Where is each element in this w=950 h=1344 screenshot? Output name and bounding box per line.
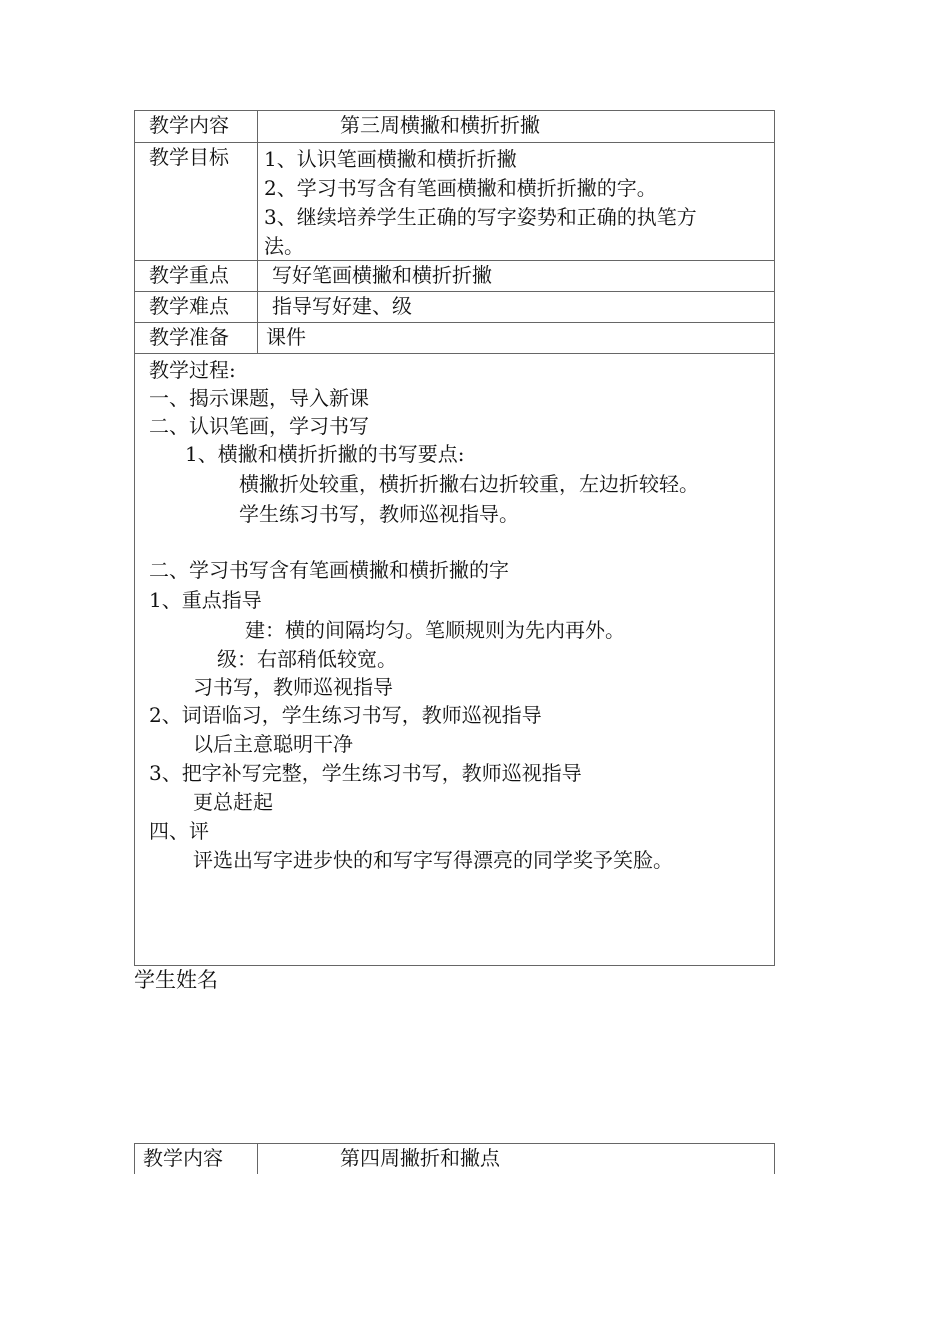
process-heading: 教学过程: bbox=[149, 358, 236, 382]
goal-line: 2、学习书写含有笔画横撇和横折折撇的字。 bbox=[264, 176, 657, 200]
preparation-row bbox=[135, 323, 774, 354]
preparation-value: 课件 bbox=[266, 325, 306, 349]
lesson-plan-table-week3 bbox=[134, 110, 775, 966]
key-point-row bbox=[135, 261, 774, 292]
process-line: 习书写，教师巡视指导 bbox=[193, 675, 393, 699]
process-line: 评选出写字进步快的和写字写得漂亮的同学奖予笑脸。 bbox=[193, 848, 673, 872]
content-row bbox=[135, 1144, 774, 1174]
process-line: 更总赶起 bbox=[193, 790, 273, 814]
difficulty-row bbox=[135, 292, 774, 323]
key-point-label: 教学重点 bbox=[135, 261, 258, 291]
key-point-value: 写好笔画横撇和横折折撇 bbox=[272, 263, 492, 287]
content-value: 第三周横撇和横折折撇 bbox=[340, 113, 540, 137]
process-line: 2、词语临习，学生练习书写，教师巡视指导 bbox=[149, 703, 542, 727]
process-line: 二、学习书写含有笔画横撇和横折撇的字 bbox=[149, 558, 509, 582]
difficulty-value: 指导写好建、级 bbox=[272, 294, 412, 318]
goal-label: 教学目标 bbox=[135, 143, 258, 260]
process-line: 1、横撇和横折折撇的书写要点: bbox=[185, 442, 465, 466]
goal-line: 1、认识笔画横撇和横折折撇 bbox=[264, 147, 517, 171]
content-label: 教学内容 bbox=[135, 1144, 258, 1174]
content-row bbox=[135, 111, 774, 143]
lesson-plan-table-week4 bbox=[134, 1143, 775, 1174]
goal-row bbox=[135, 143, 774, 261]
process-line: 学生练习书写，教师巡视指导。 bbox=[239, 502, 519, 526]
goal-line: 3、继续培养学生正确的写字姿势和正确的执笔方 bbox=[264, 205, 697, 229]
process-line: 3、把字补写完整，学生练习书写，教师巡视指导 bbox=[149, 761, 582, 785]
process-line: 四、评 bbox=[149, 819, 209, 843]
process-line: 一、揭示课题，导入新课 bbox=[149, 386, 369, 410]
content-label: 教学内容 bbox=[135, 111, 258, 142]
preparation-label: 教学准备 bbox=[135, 323, 258, 353]
process-line: 二、认识笔画，学习书写 bbox=[149, 414, 369, 438]
content-value: 第四周撇折和撇点 bbox=[340, 1146, 500, 1170]
process-line: 级：右部稍低较宽。 bbox=[217, 647, 397, 671]
process-line: 横撇折处较重，横折折撇右边折较重，左边折较轻。 bbox=[239, 472, 699, 496]
process-line: 以后主意聪明干净 bbox=[193, 732, 353, 756]
goal-value bbox=[258, 143, 774, 260]
teaching-process-cell bbox=[135, 354, 774, 966]
process-line: 1、重点指导 bbox=[149, 588, 262, 612]
process-line: 建：横的间隔均匀。笔顺规则为先内再外。 bbox=[245, 618, 625, 642]
goal-line: 法。 bbox=[264, 234, 304, 258]
student-name-label: 学生姓名 bbox=[134, 968, 218, 992]
difficulty-label: 教学难点 bbox=[135, 292, 258, 322]
